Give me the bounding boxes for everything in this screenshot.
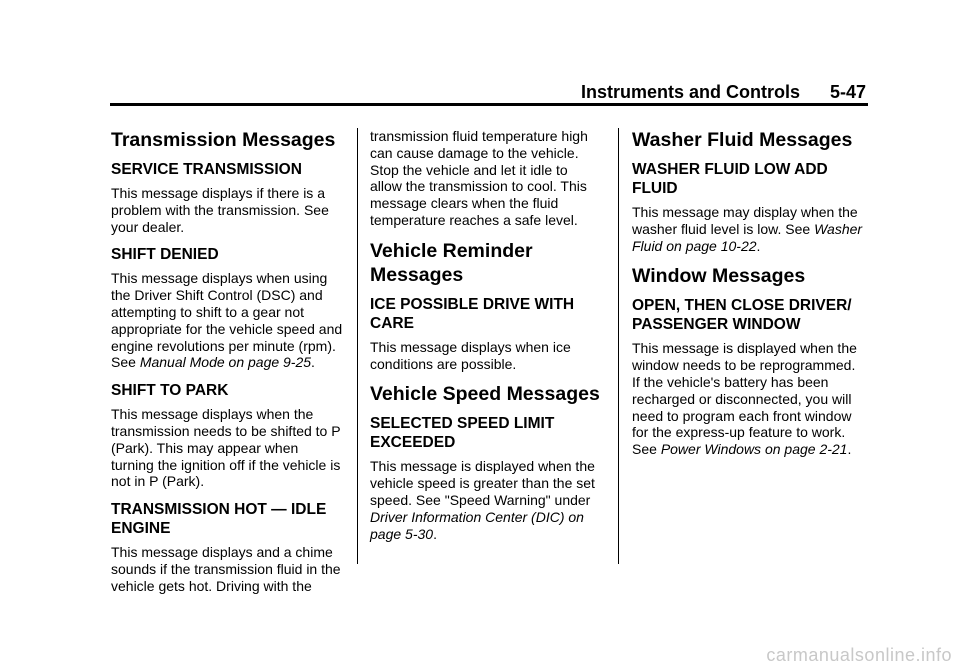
section-heading-transmission: Transmission Messages [111,129,336,151]
header-rule [110,103,868,106]
paragraph-transmission-hot-continued: transmission fluid temperature high can cause damage to the vehicle. Stop the vehicle and let it idle to allow the transmission to cool. This message clears when the fluid temperature reaches a safe level. [370,128,588,228]
paragraph-speed-limit: This message is displayed when the vehicle speed is greater than the set speed. See "Speed Warning" under Driver Information Center (DIC) on page 5-30. [370,458,595,542]
washer-fluid-text: This message may display when the washer fluid level is low. See [632,204,858,237]
section-heading-window: Window Messages [632,265,806,288]
speed-limit-text: This message is displayed when the vehicle speed is greater than the set speed. See "Speed Warning" under [370,458,595,508]
subheading-open-close-window: OPEN, THEN CLOSE DRIVER/ PASSENGER WINDOW [632,297,852,334]
manual-mode-reference: Manual Mode on page 9-25 [139,354,312,371]
subheading-ice-possible: ICE POSSIBLE DRIVE WITH CARE [370,295,575,332]
section-heading-vehicle-reminder: Vehicle Reminder Messages [370,239,533,286]
column-divider-1 [357,128,358,564]
paragraph-shift-to-park: This message displays when the transmission needs to be shifted to P (Park). This may appear when turning the ignition off if the vehicle is not in P (Park). [111,406,341,490]
subheading-service-transmission: SERVICE TRANSMISSION [111,161,302,178]
subheading-shift-to-park: SHIFT TO PARK [111,382,229,400]
paragraph-window: This message is displayed when the window needs to be reprogrammed. If the vehicle's battery has been recharged or disconnected, you will need to program each front window for the express-up feature to work. See Power Windows on page 2-21. [632,340,857,458]
paragraph-transmission-hot: This message displays and a chime sounds if the transmission fluid in the vehicle gets hot. Driving with the [111,544,341,594]
dic-reference: Driver Information Center (DIC) on page 5-30 [370,508,584,542]
subheading-shift-denied: SHIFT DENIED [111,246,219,264]
paragraph-shift-denied: This message displays when using the Driver Shift Control (DSC) and attempting to shift to a gear not appropriate for the vehicle speed and engine revolutions per minute (rpm). See Manual Mode on page 9-25. [111,270,343,371]
paragraph-washer-fluid: This message may display when the washer fluid level is low. See Washer Fluid on page 10-22. [632,204,863,254]
paragraph-ice-possible: This message displays when ice conditions are possible. [370,338,571,372]
section-title: Instruments and Controls [580,82,800,102]
power-windows-reference: Power Windows on page 2-21 [660,441,848,458]
shift-denied-text: This message displays when using the Driver Shift Control (DSC) and attempting to shift to a gear not appropriate for the vehicle speed and engine revolutions per minute (rpm). See [111,270,343,371]
subheading-washer-fluid-low: WASHER FLUID LOW ADD FLUID [632,161,828,197]
window-text: This message is displayed when the window needs to be reprogrammed. If the vehicle's battery has been recharged or disconnected, you will need to program each front window for the express-up feature to work. See [632,340,857,458]
section-heading-washer-fluid: Washer Fluid Messages [632,129,853,151]
column-divider-2 [618,128,619,564]
section-heading-vehicle-speed: Vehicle Speed Messages [370,383,600,406]
page-header [581,82,866,103]
page-number: 5-47 [829,82,866,102]
paragraph-service-transmission: This message displays if there is a problem with the transmission. See your dealer. [111,185,329,235]
column-3 [632,128,864,468]
watermark: carmanualsonline.info [766,645,952,665]
subheading-speed-limit: SELECTED SPEED LIMIT EXCEEDED [370,415,555,452]
washer-fluid-reference: Washer Fluid on page 10-22 [632,220,863,254]
column-2 [370,128,602,552]
column-1 [111,128,343,605]
subheading-transmission-hot: TRANSMISSION HOT — IDLE ENGINE [111,501,327,538]
